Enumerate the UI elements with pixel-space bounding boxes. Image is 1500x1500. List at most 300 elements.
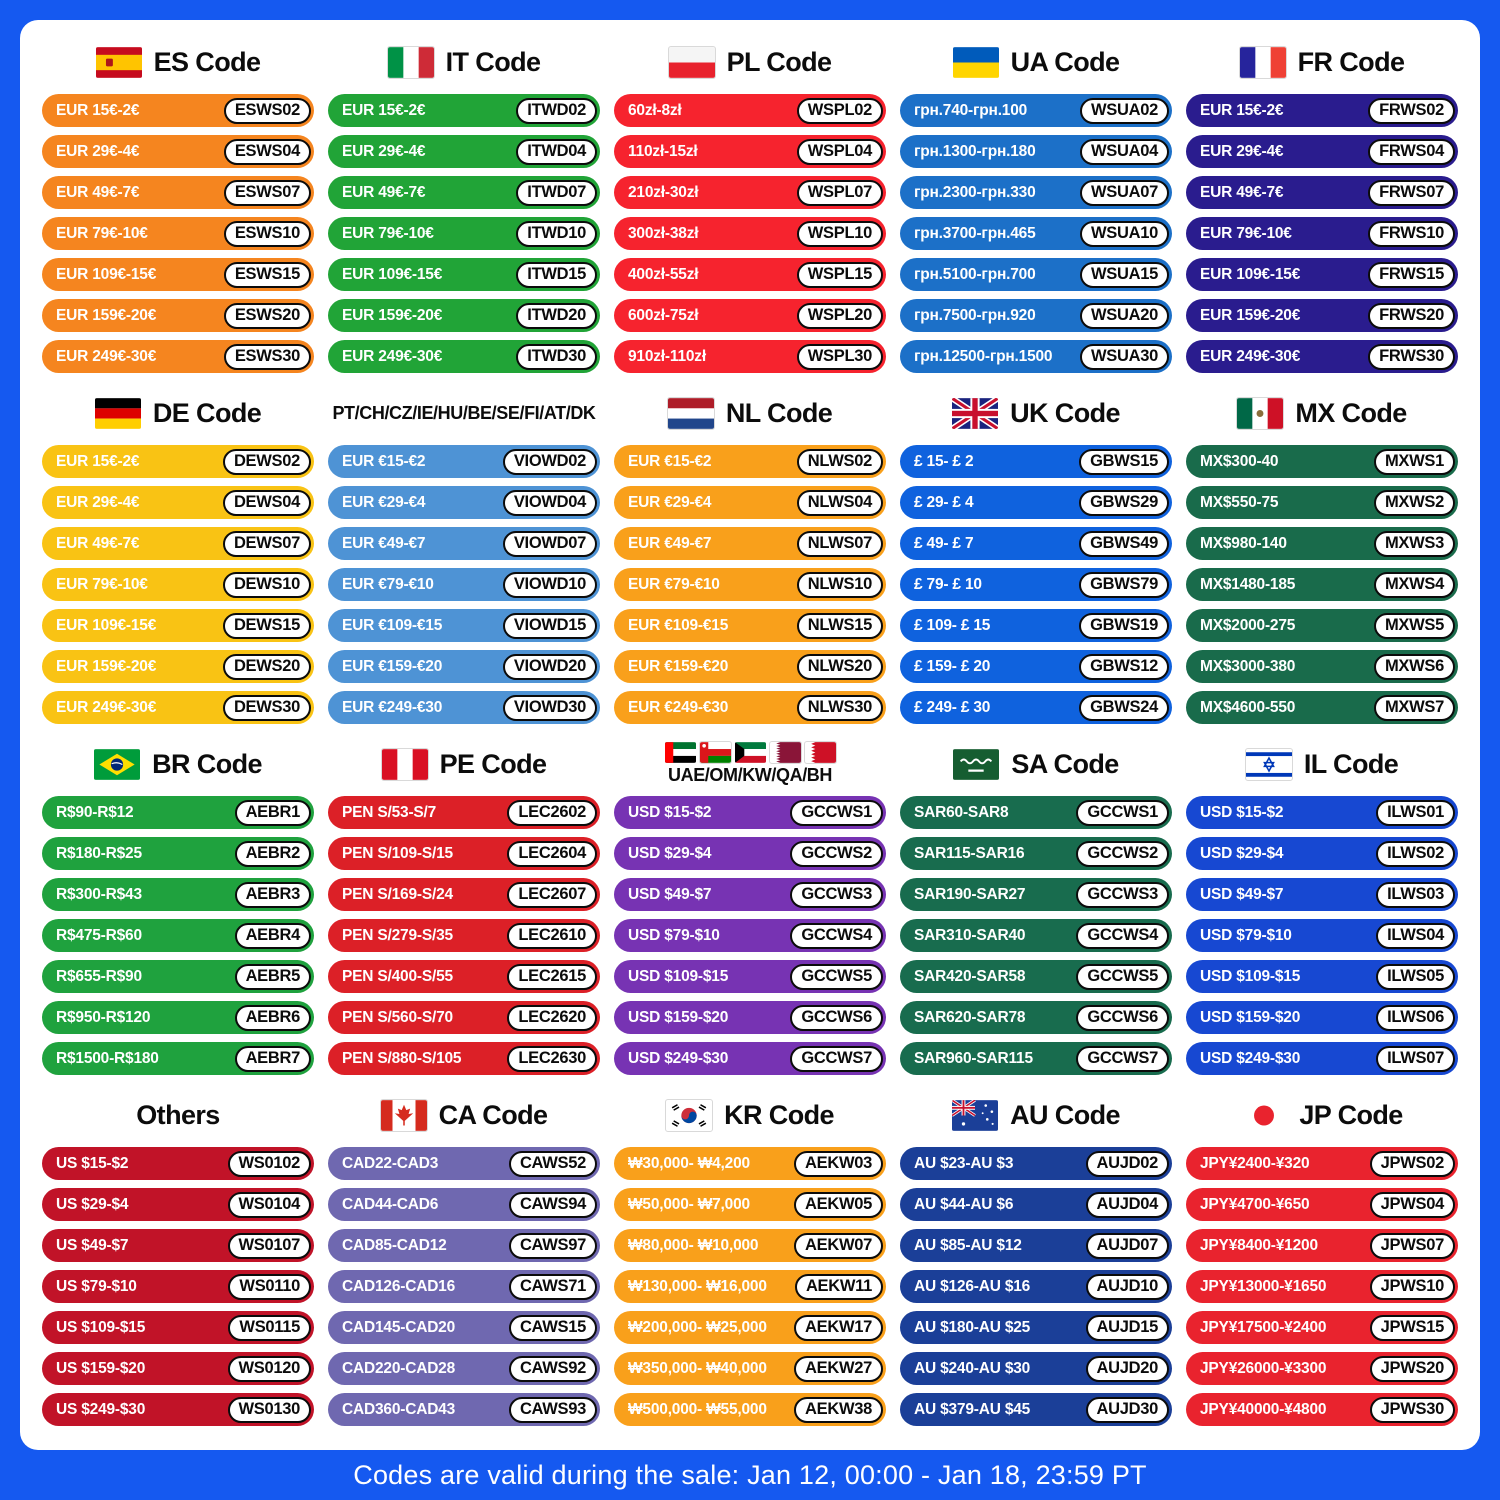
coupon-row: [42, 527, 314, 560]
coupon-row: [614, 299, 886, 332]
coupon-range: £ 15- £ 2: [914, 452, 974, 470]
coupon-range: £ 29- £ 4: [914, 493, 974, 511]
coupon-range: EUR €15-€2: [342, 452, 426, 470]
coupon-code-badge: FRWS07: [1368, 180, 1455, 206]
coupon-range: MX$550-75: [1200, 493, 1279, 511]
section-nl: [614, 387, 886, 724]
coupon-code-badge: ILWS01: [1376, 800, 1455, 826]
coupon-range: ₩200,000- ₩25,000: [628, 1318, 767, 1336]
section-header: [1186, 738, 1458, 790]
coupon-row: [1186, 1393, 1458, 1426]
coupon-row: [614, 176, 886, 209]
section-header: [328, 1089, 600, 1141]
coupon-row: [328, 527, 600, 560]
coupon-range: EUR 29€-4€: [56, 493, 140, 511]
flags-row: [666, 1100, 712, 1131]
section-title: KR Code: [724, 1099, 834, 1130]
coupon-code-badge: NLWS02: [797, 449, 883, 475]
coupon-code-badge: ESWS30: [224, 344, 311, 370]
coupon-row: [42, 1352, 314, 1385]
coupon-row: [1186, 919, 1458, 952]
coupon-code-badge: MXWS1: [1374, 449, 1455, 475]
section-header: [614, 738, 886, 790]
coupon-code-badge: LEC2620: [507, 1005, 597, 1031]
coupon-row: [42, 258, 314, 291]
coupon-code-badge: WS0130: [228, 1397, 312, 1423]
coupon-range: EUR €29-€4: [628, 493, 712, 511]
section-title: ES Code: [153, 46, 261, 77]
coupon-code-badge: AEBR1: [235, 800, 311, 826]
coupon-code-badge: AEKW17: [794, 1315, 883, 1341]
coupon-row: [42, 650, 314, 683]
coupon-range: EUR €109-€15: [342, 616, 443, 634]
coupon-code-badge: FRWS15: [1368, 262, 1455, 288]
section-title: MX Code: [1295, 397, 1407, 428]
coupon-row: [42, 1270, 314, 1303]
section-es: [42, 36, 314, 373]
coupon-range: USD $159-$20: [628, 1008, 729, 1026]
coupon-row: [614, 258, 886, 291]
section-title: PL Code: [726, 46, 832, 77]
coupon-range: US $159-$20: [56, 1359, 146, 1377]
section-ua: [900, 36, 1172, 373]
coupon-list: [42, 1147, 314, 1426]
coupon-row: [614, 445, 886, 478]
es-flag-icon: [96, 47, 142, 78]
coupon-code-badge: MXWS4: [1374, 572, 1455, 598]
pl-flag-icon: [669, 47, 715, 78]
section-title: Others: [136, 1099, 220, 1130]
coupon-code-badge: WS0102: [228, 1151, 312, 1177]
coupon-range: USD $79-$10: [628, 926, 720, 944]
coupon-range: JPY¥17500-¥2400: [1200, 1318, 1327, 1336]
coupon-range: EUR 15€-2€: [342, 101, 426, 119]
coupon-code-badge: NLWS04: [797, 490, 883, 516]
coupon-code-badge: VIOWD30: [503, 695, 597, 721]
coupon-range: EUR 159€-20€: [56, 657, 157, 675]
section-us: [42, 1089, 314, 1426]
coupon-range: AU $85-AU $12: [914, 1236, 1022, 1254]
coupon-code-badge: ESWS02: [224, 98, 311, 124]
coupon-code-badge: DEWS20: [223, 654, 311, 680]
coupon-code-badge: NLWS07: [797, 531, 883, 557]
coupon-row: [614, 1001, 886, 1034]
section-header: [900, 1089, 1172, 1141]
coupon-range: MX$2000-275: [1200, 616, 1296, 634]
coupon-range: EUR 79€-10€: [56, 224, 148, 242]
fr-flag-icon: [1240, 47, 1286, 78]
coupon-range: EUR €79-€10: [628, 575, 720, 593]
coupon-row: [328, 1042, 600, 1075]
coupon-range: EUR 49€-7€: [1200, 183, 1284, 201]
coupon-row: [42, 94, 314, 127]
coupon-row: [328, 135, 600, 168]
coupon-range: EUR 79€-10€: [1200, 224, 1292, 242]
coupon-row: [42, 1229, 314, 1262]
coupon-range: £ 159- £ 20: [914, 657, 991, 675]
coupon-row: [900, 299, 1172, 332]
coupon-code-badge: MXWS5: [1374, 613, 1455, 639]
coupon-row: [328, 691, 600, 724]
coupon-code-badge: CAWS15: [509, 1315, 597, 1341]
section-gcc: [614, 738, 886, 1075]
coupon-row: [900, 1352, 1172, 1385]
coupon-row: [42, 1147, 314, 1180]
section-title: SA Code: [1011, 748, 1119, 779]
ua-flag-icon: [953, 47, 999, 78]
coupon-code-badge: ESWS07: [224, 180, 311, 206]
coupon-code-badge: AEKW07: [794, 1233, 883, 1259]
coupon-code-badge: ITWD04: [516, 139, 597, 165]
coupon-code-badge: WSPL07: [797, 180, 883, 206]
coupon-code-badge: ESWS15: [224, 262, 311, 288]
br-flag-icon: [94, 749, 140, 780]
coupon-range: AU $44-AU $6: [914, 1195, 1014, 1213]
coupon-code-badge: AEKW03: [794, 1151, 883, 1177]
coupon-range: JPY¥2400-¥320: [1200, 1154, 1310, 1172]
coupon-range: R$655-R$90: [56, 967, 142, 985]
coupon-range: AU $180-AU $25: [914, 1318, 1031, 1336]
coupon-row: [42, 960, 314, 993]
coupon-code-badge: WSPL15: [797, 262, 883, 288]
coupon-range: R$90-R$12: [56, 803, 134, 821]
coupon-range: CAD126-CAD16: [342, 1277, 456, 1295]
coupon-row: [614, 1042, 886, 1075]
footer-validity-note: Codes are valid during the sale: Jan 12, 00:00 - Jan 18, 23:59 PT: [353, 1459, 1147, 1490]
section-fr: [1186, 36, 1458, 373]
coupon-row: [900, 609, 1172, 642]
coupon-code-badge: VIOWD10: [503, 572, 597, 598]
coupon-range: USD $29-$4: [628, 844, 712, 862]
section-title: IL Code: [1303, 748, 1399, 779]
coupon-code-badge: JPWS07: [1370, 1233, 1455, 1259]
coupon-range: PEN S/279-S/35: [342, 926, 453, 944]
coupon-range: EUR 29€-4€: [342, 142, 426, 160]
coupon-row: [900, 1311, 1172, 1344]
coupon-range: £ 79- £ 10: [914, 575, 982, 593]
coupon-row: [1186, 1229, 1458, 1262]
coupon-code-badge: WS0104: [228, 1192, 312, 1218]
section-title: FR Code: [1297, 46, 1405, 77]
coupon-code-badge: CAWS97: [509, 1233, 597, 1259]
coupon-range: ₩500,000- ₩55,000: [628, 1400, 767, 1418]
coupon-code-badge: ILWS05: [1376, 964, 1455, 990]
coupon-code-badge: AEKW11: [795, 1274, 883, 1300]
coupon-range: грн.5100-грн.700: [914, 265, 1036, 283]
coupon-range: US $15-$2: [56, 1154, 129, 1172]
coupon-code-badge: JPWS30: [1370, 1397, 1455, 1423]
coupon-code-badge: GCCWS3: [790, 882, 883, 908]
coupon-code-badge: CAWS92: [509, 1356, 597, 1382]
coupon-code-badge: NLWS30: [797, 695, 883, 721]
coupon-range: EUR 79€-10€: [342, 224, 434, 242]
flags-row: [388, 47, 434, 78]
coupon-row: [328, 919, 600, 952]
coupon-list: [328, 796, 600, 1075]
uk-flag-icon: [952, 398, 998, 429]
section-title: AU Code: [1010, 1099, 1120, 1130]
coupon-row: [42, 340, 314, 373]
coupon-range: EUR 249€-30€: [342, 347, 443, 365]
coupon-range: 300zł-38zł: [628, 224, 699, 242]
coupon-range: EUR 15€-2€: [56, 101, 140, 119]
coupon-range: ₩350,000- ₩40,000: [628, 1359, 767, 1377]
coupon-row: [328, 445, 600, 478]
coupon-range: PEN S/880-S/105: [342, 1049, 462, 1067]
coupon-row: [900, 94, 1172, 127]
coupon-row: [1186, 445, 1458, 478]
coupon-range: JPY¥13000-¥1650: [1200, 1277, 1327, 1295]
coupon-code-badge: NLWS15: [797, 613, 883, 639]
section-header: [328, 738, 600, 790]
coupon-range: USD $109-$15: [1200, 967, 1301, 985]
coupon-list: [900, 445, 1172, 724]
coupon-code-badge: VIOWD02: [503, 449, 597, 475]
coupon-row: [900, 527, 1172, 560]
coupon-row: [614, 527, 886, 560]
coupon-range: ₩130,000- ₩16,000: [628, 1277, 767, 1295]
coupon-range: US $79-$10: [56, 1277, 137, 1295]
section-title: IT Code: [445, 46, 541, 77]
section-header: [328, 36, 600, 88]
coupon-list: [42, 445, 314, 724]
coupon-list: [42, 796, 314, 1075]
jp-flag-icon: [1241, 1100, 1287, 1131]
coupon-code-badge: DEWS02: [223, 449, 311, 475]
coupon-row: [900, 340, 1172, 373]
coupon-row: [900, 1001, 1172, 1034]
coupon-range: R$950-R$120: [56, 1008, 151, 1026]
coupon-code-badge: GBWS24: [1079, 695, 1169, 721]
coupon-row: [900, 217, 1172, 250]
coupon-row: [1186, 1001, 1458, 1034]
section-title: DE Code: [152, 397, 262, 428]
coupon-code-badge: AUJD15: [1086, 1315, 1169, 1341]
coupon-list: [614, 1147, 886, 1426]
coupon-code-badge: WSPL04: [797, 139, 883, 165]
coupon-range: EUR 249€-30€: [56, 698, 157, 716]
coupon-code-badge: AEBR7: [235, 1046, 311, 1072]
coupon-range: EUR 159€-20€: [56, 306, 157, 324]
coupon-code-badge: AEKW38: [794, 1397, 883, 1423]
coupon-code-badge: DEWS30: [223, 695, 311, 721]
coupon-row: [42, 568, 314, 601]
coupon-range: USD $109-$15: [628, 967, 729, 985]
coupon-range: EUR €159-€20: [628, 657, 729, 675]
section-au: [900, 1089, 1172, 1426]
coupon-row: [1186, 1270, 1458, 1303]
coupon-range: ₩80,000- ₩10,000: [628, 1236, 759, 1254]
coupon-row: [1186, 1147, 1458, 1180]
coupon-code-badge: WSUA04: [1080, 139, 1169, 165]
coupon-code-badge: WS0120: [228, 1356, 312, 1382]
section-viowd: [328, 387, 600, 724]
coupon-code-badge: FRWS30: [1368, 344, 1455, 370]
coupon-list: [900, 1147, 1172, 1426]
coupon-row: [614, 1147, 886, 1180]
coupon-list: [328, 94, 600, 373]
section-header: [614, 36, 886, 88]
coupon-row: [328, 568, 600, 601]
coupon-code-badge: CAWS94: [509, 1192, 597, 1218]
coupon-code-badge: GCCWS2: [790, 841, 883, 867]
coupon-row: [614, 1311, 886, 1344]
coupon-code-badge: JPWS15: [1370, 1315, 1455, 1341]
coupon-code-badge: ITWD20: [516, 303, 597, 329]
coupon-range: EUR 159€-20€: [342, 306, 443, 324]
coupon-code-badge: WSUA10: [1080, 221, 1169, 247]
coupon-range: R$475-R$60: [56, 926, 142, 944]
coupon-range: EUR €49-€7: [342, 534, 426, 552]
coupon-code-badge: WSUA02: [1080, 98, 1169, 124]
coupon-row: [614, 94, 886, 127]
flags-row: [94, 749, 140, 780]
coupon-row: [1186, 568, 1458, 601]
coupon-range: MX$1480-185: [1200, 575, 1296, 593]
coupon-range: JPY¥4700-¥650: [1200, 1195, 1310, 1213]
coupon-range: EUR 109€-15€: [56, 616, 157, 634]
coupon-range: SAR115-SAR16: [914, 844, 1025, 862]
section-header: [614, 1089, 886, 1141]
coupon-range: USD $49-$7: [1200, 885, 1284, 903]
coupon-row: [614, 609, 886, 642]
coupon-row: [42, 176, 314, 209]
coupon-range: грн.12500-грн.1500: [914, 347, 1053, 365]
coupon-list: [1186, 796, 1458, 1075]
coupon-list: [328, 445, 600, 724]
coupon-list: [900, 796, 1172, 1075]
section-header: [900, 738, 1172, 790]
mx-flag-icon: [1237, 398, 1283, 429]
coupon-row: [900, 691, 1172, 724]
coupon-row: [900, 650, 1172, 683]
coupon-row: [900, 1229, 1172, 1262]
section-title: PT/CH/CZ/IE/HU/BE/SE/FI/AT/DK: [332, 402, 596, 423]
coupon-range: SAR620-SAR78: [914, 1008, 1026, 1026]
coupon-row: [328, 837, 600, 870]
coupon-code-badge: AEBR3: [235, 882, 311, 908]
flags-row: [1240, 47, 1286, 78]
nl-flag-icon: [668, 398, 714, 429]
coupon-row: [1186, 650, 1458, 683]
coupon-code-badge: FRWS20: [1368, 303, 1455, 329]
section-it: [328, 36, 600, 373]
section-title: PE Code: [439, 748, 547, 779]
coupon-code-badge: FRWS04: [1368, 139, 1455, 165]
coupon-row: [900, 1042, 1172, 1075]
coupon-list: [328, 1147, 600, 1426]
coupon-row: [1186, 527, 1458, 560]
coupon-row: [1186, 340, 1458, 373]
coupon-code-badge: GCCWS4: [1076, 923, 1169, 949]
coupon-code-badge: GCCWS5: [1076, 964, 1169, 990]
coupon-row: [42, 1393, 314, 1426]
coupon-range: EUR 49€-7€: [56, 534, 140, 552]
coupon-range: EUR €249-€30: [628, 698, 729, 716]
coupon-range: CAD85-CAD12: [342, 1236, 447, 1254]
coupon-row: [900, 796, 1172, 829]
coupon-code-badge: CAWS93: [509, 1397, 597, 1423]
flags-row: [953, 47, 999, 78]
coupon-row: [1186, 878, 1458, 911]
flags-row: [665, 742, 836, 763]
section-de: [42, 387, 314, 724]
coupon-range: SAR960-SAR115: [914, 1049, 1033, 1067]
coupon-range: CAD220-CAD28: [342, 1359, 456, 1377]
coupon-range: CAD145-CAD20: [342, 1318, 456, 1336]
coupon-range: EUR €109-€15: [628, 616, 729, 634]
section-br: [42, 738, 314, 1075]
coupon-code-badge: MXWS7: [1374, 695, 1455, 721]
uae-flag-icon: [665, 742, 696, 763]
coupon-list: [1186, 94, 1458, 373]
coupon-code-badge: VIOWD15: [503, 613, 597, 639]
section-title: NL Code: [725, 397, 833, 428]
qa-flag-icon: [770, 742, 801, 763]
il-flag-icon: [1246, 749, 1292, 780]
coupon-row: [900, 837, 1172, 870]
section-title: UA Code: [1010, 46, 1120, 77]
coupon-code-badge: MXWS3: [1374, 531, 1455, 557]
coupon-range: 60zł-8zł: [628, 101, 682, 119]
coupon-code-badge: ILWS06: [1376, 1005, 1455, 1031]
coupon-row: [1186, 1042, 1458, 1075]
section-header: [42, 1089, 314, 1141]
coupon-row: [1186, 837, 1458, 870]
coupon-range: JPY¥26000-¥3300: [1200, 1359, 1327, 1377]
coupon-code-badge: GCCWS6: [790, 1005, 883, 1031]
coupon-code-badge: NLWS10: [797, 572, 883, 598]
flags-row: [1241, 1100, 1287, 1131]
flags-row: [1246, 749, 1292, 780]
coupon-list: [614, 796, 886, 1075]
coupon-code-badge: LEC2610: [507, 923, 597, 949]
flags-row: [382, 749, 428, 780]
coupon-code-badge: WS0115: [228, 1315, 311, 1341]
coupon-code-badge: DEWS15: [223, 613, 311, 639]
coupon-row: [1186, 135, 1458, 168]
coupon-range: AU $379-AU $45: [914, 1400, 1031, 1418]
coupon-row: [900, 176, 1172, 209]
coupon-range: R$300-R$43: [56, 885, 142, 903]
coupon-row: [900, 486, 1172, 519]
coupon-row: [614, 960, 886, 993]
coupon-code-badge: ITWD07: [516, 180, 597, 206]
au-flag-icon: [952, 1100, 998, 1131]
coupon-range: EUR 49€-7€: [56, 183, 140, 201]
coupon-row: [42, 837, 314, 870]
coupon-row: [614, 486, 886, 519]
ca-flag-icon: [381, 1100, 427, 1131]
coupon-row: [328, 1147, 600, 1180]
coupon-range: US $249-$30: [56, 1400, 146, 1418]
coupon-row: [42, 445, 314, 478]
coupon-range: EUR €49-€7: [628, 534, 712, 552]
coupon-range: SAR60-SAR8: [914, 803, 1009, 821]
coupon-code-badge: ESWS20: [224, 303, 311, 329]
coupon-code-badge: MXWS2: [1374, 490, 1455, 516]
coupon-range: грн.1300-грн.180: [914, 142, 1036, 160]
coupon-code-badge: FRWS10: [1368, 221, 1455, 247]
coupon-range: EUR €15-€2: [628, 452, 712, 470]
coupon-list: [614, 94, 886, 373]
coupon-row: [1186, 1311, 1458, 1344]
coupon-range: CAD360-CAD43: [342, 1400, 456, 1418]
coupon-code-badge: WSUA15: [1080, 262, 1169, 288]
coupon-code-badge: AUJD30: [1086, 1397, 1169, 1423]
coupon-row: [900, 445, 1172, 478]
coupon-list: [1186, 445, 1458, 724]
